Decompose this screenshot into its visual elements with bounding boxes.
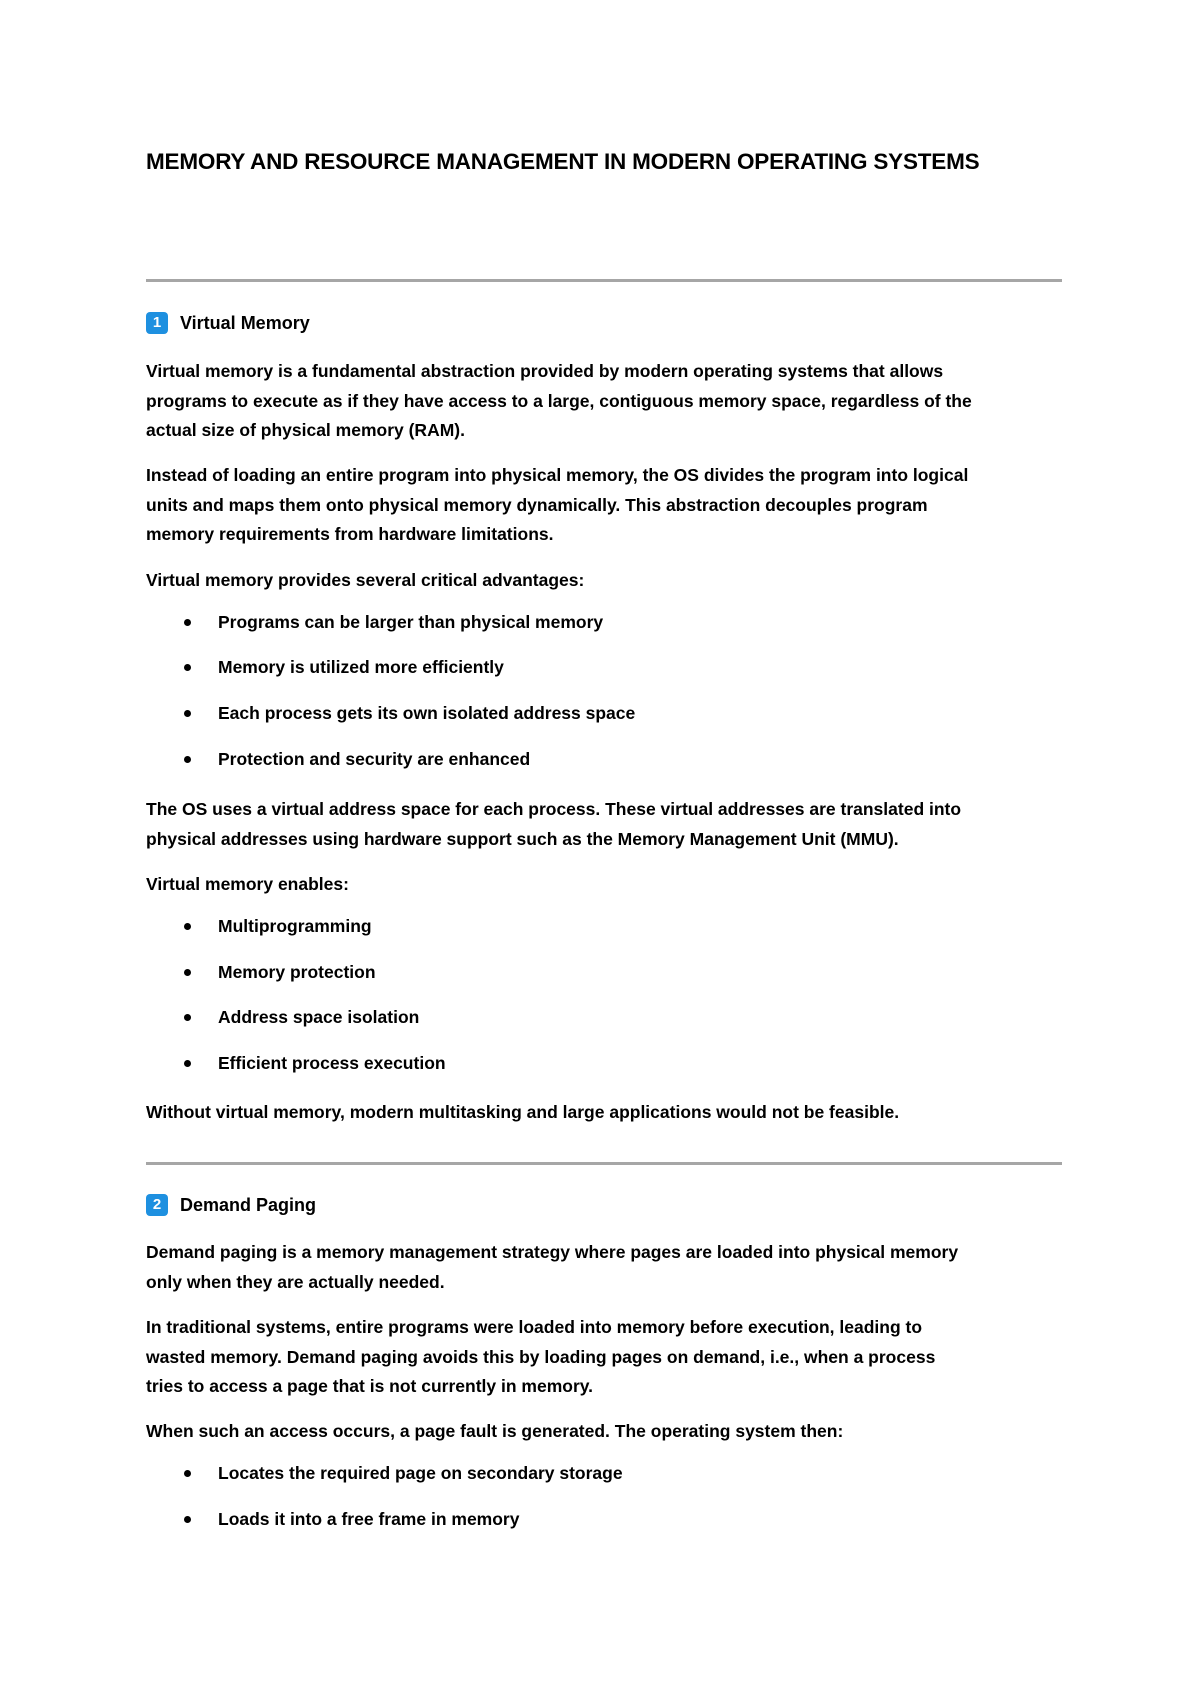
text-line: tries to access a page that is not currently in memory. [146, 1376, 594, 1396]
bullet-icon [184, 1060, 191, 1067]
paragraph [146, 461, 1066, 550]
text-line: The OS uses a virtual address space for each process. These virtual addresses are translated into [146, 799, 962, 819]
list-item [184, 1007, 419, 1028]
text-line: Virtual memory is a fundamental abstraction provided by modern operating systems that allows [146, 361, 944, 381]
list-item-text: Loads it into a free frame in memory [218, 1509, 520, 1529]
list-item-text: Multiprogramming [218, 916, 372, 936]
text-line: Virtual memory provides several critical advantages: [146, 570, 585, 590]
list-item-text: Memory is utilized more efficiently [218, 657, 504, 677]
list-item [184, 1463, 623, 1484]
bullet-icon [184, 1470, 191, 1477]
document-title: MEMORY AND RESOURCE MANAGEMENT IN MODERN OPERATING SYSTEMS [146, 149, 980, 174]
section-divider [146, 1162, 1062, 1165]
paragraph [146, 357, 1066, 446]
text-line: Instead of loading an entire program into physical memory, the OS divides the program into logical [146, 465, 969, 485]
list-item-text: Memory protection [218, 962, 376, 982]
paragraph [146, 1098, 1066, 1128]
list-item-text: Each process gets its own isolated address space [218, 703, 636, 723]
text-line: wasted memory. Demand paging avoids this by loading pages on demand, i.e., when a process [146, 1346, 936, 1367]
list-item [184, 1509, 519, 1530]
bullet-icon [184, 619, 191, 626]
section-heading-virtual-memory [146, 312, 310, 334]
section-divider [146, 279, 1062, 282]
list-item [184, 1053, 446, 1074]
list-item-text: Protection and security are enhanced [218, 749, 531, 769]
paragraph [146, 1313, 1066, 1402]
text-line: programs to execute as if they have access to a large, contiguous memory space, regardless of the [146, 390, 972, 411]
paragraph [146, 1417, 1066, 1447]
text-line: In traditional systems, entire programs were loaded into memory before execution, leading to [146, 1317, 923, 1337]
section-heading-label: Demand Paging [180, 1194, 317, 1215]
paragraph [146, 566, 1066, 596]
list-item-text: Locates the required page on secondary storage [218, 1463, 623, 1483]
paragraph [146, 795, 1066, 854]
list-item-text: Programs can be larger than physical memory [218, 612, 604, 632]
bullet-icon [184, 664, 191, 671]
list-item-text: Efficient process execution [218, 1053, 446, 1073]
bullet-icon [184, 756, 191, 763]
list-item-text: Address space isolation [218, 1007, 420, 1027]
text-line: Without virtual memory, modern multitasking and large applications would not be feasible. [146, 1102, 900, 1122]
list-item [184, 657, 504, 678]
text-line: Demand paging is a memory management strategy where pages are loaded into physical memory [146, 1242, 959, 1262]
list-item [184, 962, 376, 983]
list-item [184, 749, 530, 770]
section-heading-label: Virtual Memory [180, 312, 310, 333]
list-item [184, 916, 372, 937]
bullet-icon [184, 710, 191, 717]
section-heading-demand-paging [146, 1194, 316, 1216]
list-item [184, 612, 603, 633]
list-item [184, 703, 635, 724]
paragraph [146, 1238, 1066, 1297]
bullet-icon [184, 923, 191, 930]
text-line: physical addresses using hardware support such as the Memory Management Unit (MMU). [146, 828, 899, 849]
number-two-icon: 2 [146, 1194, 168, 1216]
bullet-icon [184, 1014, 191, 1021]
text-line: Virtual memory enables: [146, 874, 349, 894]
text-line: actual size of physical memory (RAM). [146, 420, 465, 440]
bullet-icon [184, 969, 191, 976]
text-line: units and maps them onto physical memory dynamically. This abstraction decouples program [146, 494, 928, 515]
paragraph [146, 870, 1066, 900]
bullet-icon [184, 1516, 191, 1523]
text-line: only when they are actually needed. [146, 1271, 445, 1292]
text-line: memory requirements from hardware limitations. [146, 524, 554, 544]
number-one-icon: 1 [146, 312, 168, 334]
text-line: When such an access occurs, a page fault is generated. The operating system then: [146, 1421, 844, 1441]
